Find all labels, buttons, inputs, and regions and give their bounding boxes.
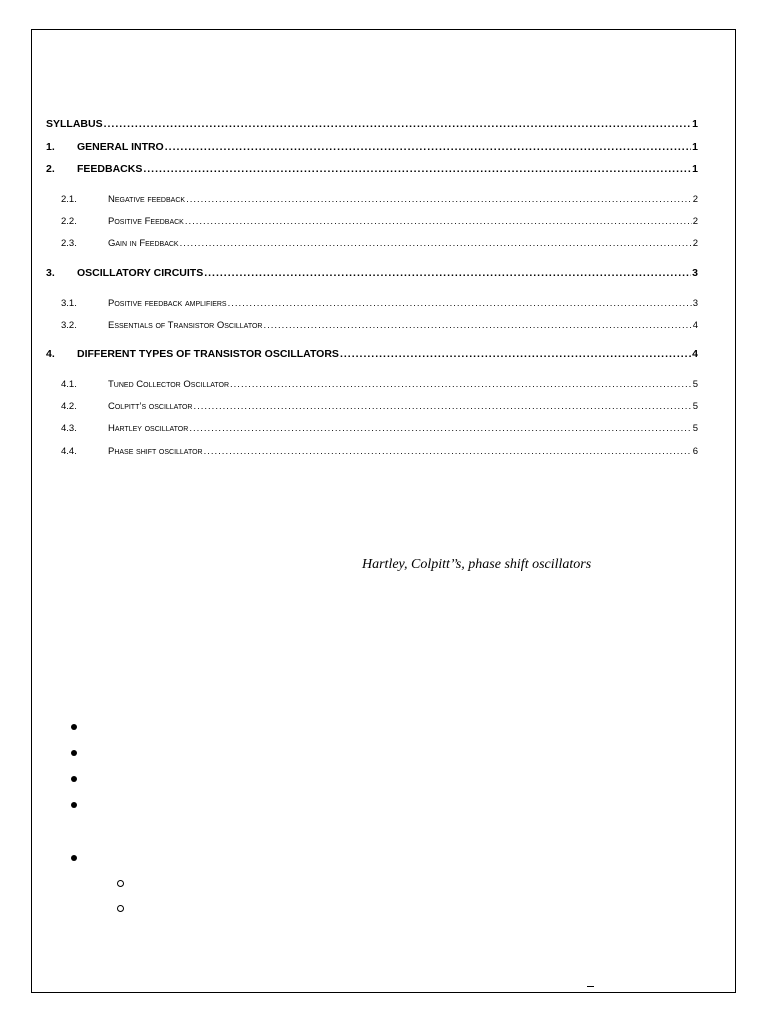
toc-entry-essentials-transistor-oscillator[interactable] bbox=[61, 320, 698, 331]
toc-dot-leader bbox=[204, 446, 692, 457]
toc-entry-feedbacks[interactable] bbox=[46, 163, 698, 175]
toc-dot-leader bbox=[185, 216, 692, 227]
toc-entry-page: 2 bbox=[692, 216, 698, 227]
toc-entry-page: 5 bbox=[692, 423, 698, 434]
toc-entry-number: 3.2. bbox=[61, 320, 77, 331]
toc-dot-leader bbox=[230, 379, 692, 390]
toc-dot-leader bbox=[204, 267, 691, 279]
toc-entry-title: Tuned Collector Oscillator bbox=[108, 379, 230, 390]
toc-entry-page: 3 bbox=[692, 298, 698, 309]
toc-entry-tuned-collector[interactable] bbox=[61, 379, 698, 390]
toc-entry-page: 1 bbox=[692, 163, 698, 175]
toc-dot-leader bbox=[180, 238, 692, 249]
toc-dot-leader bbox=[193, 401, 691, 412]
toc-entry-number: 3.1. bbox=[61, 298, 77, 309]
toc-entry-number: 2.1. bbox=[61, 194, 77, 205]
toc-entry-page: 4 bbox=[692, 320, 698, 331]
toc-entry-oscillatory-circuits[interactable] bbox=[46, 267, 698, 279]
toc-entry-title: Gain in Feedback bbox=[108, 238, 179, 249]
bullet-point bbox=[71, 750, 77, 756]
toc-entry-hartley[interactable] bbox=[61, 423, 698, 434]
toc-entry-general-intro[interactable] bbox=[46, 141, 698, 153]
toc-entry-title: Phase shift oscillator bbox=[108, 446, 203, 457]
toc-entry-number: 4. bbox=[46, 348, 55, 360]
toc-entry-page: 3 bbox=[692, 267, 698, 279]
toc-entry-negative-feedback[interactable] bbox=[61, 194, 698, 205]
toc-entry-number: 4.3. bbox=[61, 423, 77, 434]
toc-entry-title: Positive feedback amplifiers bbox=[108, 298, 227, 309]
toc-entry-page: 2 bbox=[692, 238, 698, 249]
toc-entry-title: GENERAL INTRO bbox=[77, 141, 164, 153]
toc-entry-page: 1 bbox=[692, 141, 698, 153]
toc-dot-leader bbox=[143, 163, 691, 175]
toc-entry-number: 2. bbox=[46, 163, 55, 175]
toc-entry-title: Essentials of Transistor Oscillator bbox=[108, 320, 263, 331]
toc-dot-leader bbox=[189, 423, 691, 434]
toc-dot-leader bbox=[263, 320, 691, 331]
footer-dash bbox=[587, 986, 594, 987]
toc-entry-number: 4.2. bbox=[61, 401, 77, 412]
toc-dot-leader bbox=[228, 298, 692, 309]
sub-bullet-point bbox=[117, 905, 124, 912]
toc-entry-title: DIFFERENT TYPES OF TRANSISTOR OSCILLATORS bbox=[77, 348, 339, 360]
toc-entry-positive-feedback[interactable] bbox=[61, 216, 698, 227]
toc-entry-page: 6 bbox=[692, 446, 698, 457]
toc-entry-page: 5 bbox=[692, 379, 698, 390]
toc-entry-gain-in-feedback[interactable] bbox=[61, 238, 698, 249]
toc-entry-title: FEEDBACKS bbox=[77, 163, 143, 175]
toc-entry-title: Colpitt’s oscillator bbox=[108, 401, 193, 412]
toc-entry-title: SYLLABUS bbox=[46, 118, 103, 130]
bullet-point bbox=[71, 776, 77, 782]
bullet-point bbox=[71, 724, 77, 730]
toc-entry-number: 1. bbox=[46, 141, 55, 153]
toc-entry-positive-feedback-amplifiers[interactable] bbox=[61, 298, 698, 309]
toc-dot-leader bbox=[186, 194, 692, 205]
toc-entry-colpitts[interactable] bbox=[61, 401, 698, 412]
toc-entry-page: 1 bbox=[692, 118, 698, 130]
toc-entry-syllabus[interactable] bbox=[46, 118, 698, 130]
toc-entry-title: Positive Feedback bbox=[108, 216, 184, 227]
bullet-point bbox=[71, 802, 77, 808]
document-subtitle: Hartley, Colpitt’’s, phase shift oscillators bbox=[362, 557, 592, 572]
toc-dot-leader bbox=[104, 118, 692, 130]
toc-entry-number: 4.4. bbox=[61, 446, 77, 457]
toc-entry-title: Hartley oscillator bbox=[108, 423, 189, 434]
toc-entry-number: 3. bbox=[46, 267, 55, 279]
toc-entry-different-types[interactable] bbox=[46, 348, 698, 360]
toc-entry-page: 4 bbox=[692, 348, 698, 360]
toc-entry-title: Negative feedback bbox=[108, 194, 186, 205]
toc-dot-leader bbox=[165, 141, 691, 153]
toc-entry-phase-shift[interactable] bbox=[61, 446, 698, 457]
toc-entry-number: 2.2. bbox=[61, 216, 77, 227]
toc-entry-title: OSCILLATORY CIRCUITS bbox=[77, 267, 204, 279]
bullet-point bbox=[71, 855, 77, 861]
toc-dot-leader bbox=[340, 348, 691, 360]
sub-bullet-point bbox=[117, 880, 124, 887]
toc-entry-page: 5 bbox=[692, 401, 698, 412]
toc-entry-page: 2 bbox=[692, 194, 698, 205]
toc-entry-number: 2.3. bbox=[61, 238, 77, 249]
toc-entry-number: 4.1. bbox=[61, 379, 77, 390]
